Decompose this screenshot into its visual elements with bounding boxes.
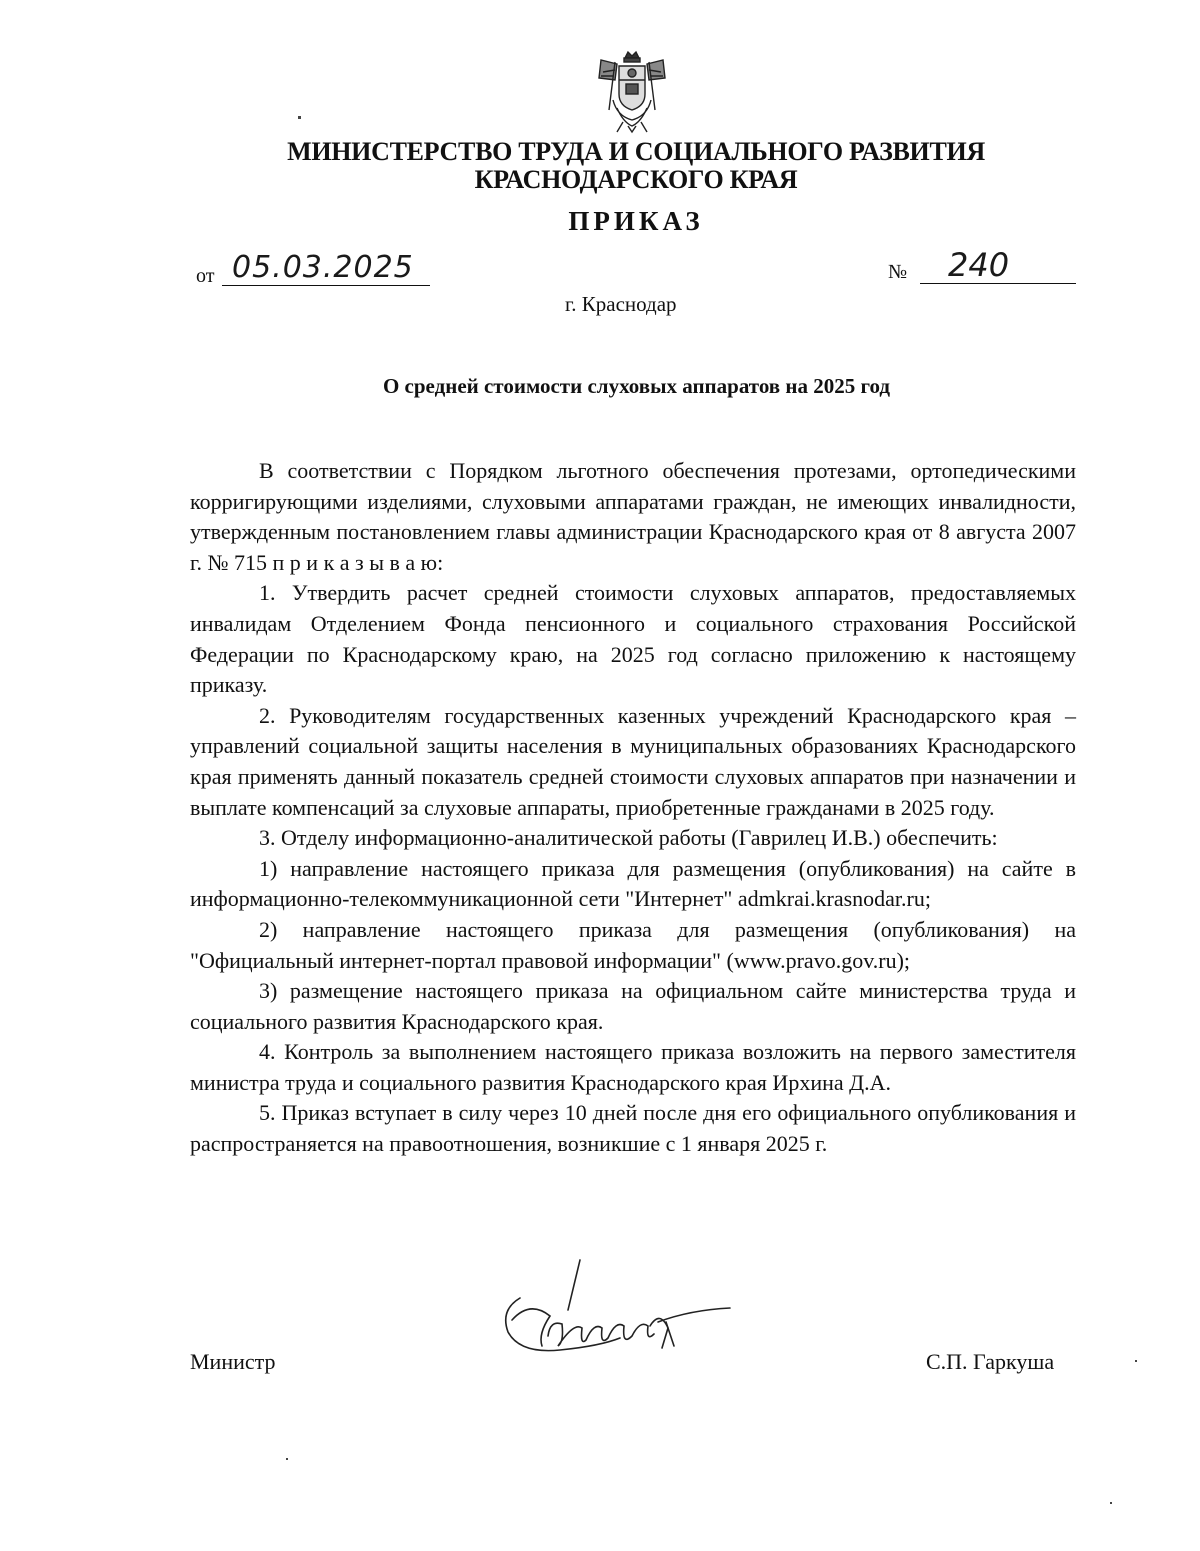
- date-value: 05.03.2025: [232, 250, 414, 285]
- signer-title: Министр: [190, 1349, 276, 1374]
- clause-3-item-1: 1) направление настоящего приказа для размещения (опубликования) на сайте в информационно-телекоммуникационной сети "Интернет" admkrai.krasnodar.ru;: [190, 855, 1076, 912]
- date-number-row: [196, 248, 1076, 292]
- clause-1: 1. Утвердить расчет средней стоимости слуховых аппаратов, предоставляемых инвалидам Отделением Фонда пенсионного и социального страхования Российской Федерации по Краснодарскому краю, на 2025 год согласно приложению к настоящему приказу.: [190, 580, 1076, 698]
- clause-5: 5. Приказ вступает в силу через 10 дней после дня его официального опубликования и распространяется на правоотношения, возникшие с 1 января 2025 г.: [190, 1100, 1076, 1157]
- number-value: 240: [948, 246, 1010, 284]
- scan-speck: [1135, 1360, 1137, 1362]
- ministry-name-line2: КРАСНОДАРСКОГО КРАЯ: [474, 165, 798, 194]
- date-prefix: от: [196, 265, 215, 287]
- preamble-paragraph: В соответствии с Порядком льготного обеспечения протезами, ортопедическими корригирующими изделиями, слуховыми аппаратами граждан, не имеющих инвалидности, утвержденным постановлением главы администрации Краснодарского края от 8 августа 2007 г. № 715 п р и к а з ы в а ю:: [190, 458, 1076, 575]
- ministry-name-line1: МИНИСТЕРСТВО ТРУДА И СОЦИАЛЬНОГО РАЗВИТИЯ: [287, 137, 985, 166]
- clause-3: 3. Отделу информационно-аналитической работы (Гаврилец И.В.) обеспечить:: [259, 825, 998, 851]
- date-underline: [222, 285, 430, 286]
- scan-speck: [286, 1458, 288, 1460]
- clause-3-item-3: 3) размещение настоящего приказа на официальном сайте министерства труда и социального развития Краснодарского края.: [190, 978, 1076, 1034]
- coat-of-arms-icon: [595, 50, 669, 134]
- scan-speck: [298, 116, 301, 119]
- signer-name: С.П. Гаркуша: [926, 1349, 1055, 1374]
- document-type: ПРИКАЗ: [568, 206, 704, 236]
- handwritten-signature: [490, 1250, 740, 1380]
- ministry-name: [200, 138, 1072, 194]
- city: г. Краснодар: [565, 292, 677, 316]
- clause-3-item-2: 2) направление настоящего приказа для размещения (опубликования) на "Официальный интернет-портал правовой информации" (www.pravo.gov.ru);: [190, 916, 1076, 973]
- scan-speck: [1110, 1502, 1112, 1504]
- clause-2: 2. Руководителям государственных казенных учреждений Краснодарского края – управлений социальной защиты населения в муниципальных образованиях Краснодарского края применять данный показатель средней стоимости слуховых аппаратов при назначении и выплате компенсаций за слуховые аппараты, приобретенные гражданами в 2025 году.: [190, 702, 1076, 820]
- clause-4: 4. Контроль за выполнением настоящего приказа возложить на первого заместителя министра труда и социального развития Краснодарского края Ирхина Д.А.: [190, 1039, 1076, 1095]
- document-subject: О средней стоимости слуховых аппаратов на 2025 год: [382, 374, 891, 398]
- number-prefix: №: [888, 261, 908, 283]
- document-body: [190, 456, 1076, 1160]
